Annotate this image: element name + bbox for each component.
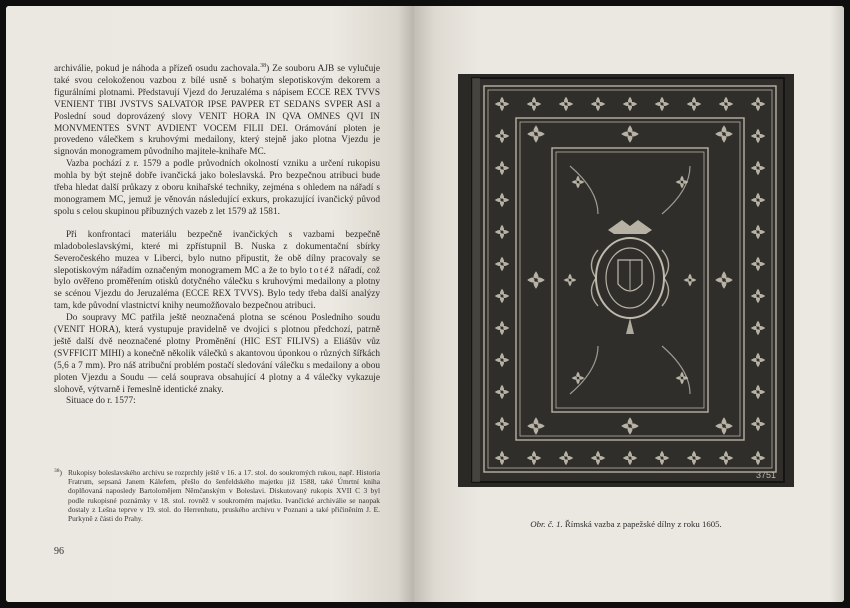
text-run: Vazba pochází z r. 1579 a podle průvodních okolností vzniku a určení rukopisu mohla by být stejně dobře ivančická jako boleslavská. Pro bezpečnou atribuci bude třeba hledat další průkazy z oboru knihařské techniky, zejména s ohledem na nářadí s monogramem MC, jemuž je věnován následující exkurs, prokazující ivančický původ spolu s celou skupinou příbuzných vazeb z let 1579 až 1581. bbox=[54, 159, 380, 217]
footnote-text: Rukopisy boleslavského archivu se rozprchly ještě v 16. a 17. stol. do soukromých rukou, např. Historia Fratrum, sepsaná Janem Kálefem, přešlo do šenfeldského majetku již 1588, také Úmrtní kniha doplňovaná naposledy Bartolomějem Němčanským v Boleslavi. Diskutovaný rukopis XVII C 3 byl podle rukopisné poznámky v 18. stol. rovněž v soukromém majetku. Ivančické archiválie se naopak dostaly z Lešna teprve v 19. stol. do Herrenhutu, pruského archivu v Poznani a také přičiněním J. E. Purkyně z části do Prahy. bbox=[68, 468, 380, 524]
text-run: archiválie, pokud je náhoda a přízeň osudu zachovala. bbox=[54, 64, 261, 74]
main-text-column bbox=[54, 64, 380, 408]
page-number: 96 bbox=[54, 546, 64, 557]
footnote-38 bbox=[54, 468, 380, 523]
text-run: Do soupravy MC patřila ještě neoznačená plotna se scénou Posledního soudu (VENIT HORA), která vystupuje pravidelně ve dvojici s plotnou předchozí, patrně ještě další dvě neoznačené plotny Proměnění (HIC EST FILIVS) a Eliášův vůz (SVFFICIT MIHI) a konečně několik válečků s akantovou úponkou o různých šířkách (5,6 a 7 mm). Pro náš atribuční problém postačí sledování válečku s medailony a obou ploten Vjezdu a Soudu — celá souprava obsahující 4 plotny a 4 válečky vykazuje slohově, výtvarně i řemeslně identické znaky. bbox=[54, 313, 380, 395]
figure-caption bbox=[458, 519, 794, 529]
text-run: Situace do r. 1577: bbox=[66, 396, 136, 407]
footnote-mark: $^{38}$) bbox=[54, 468, 62, 477]
binding-illustration bbox=[458, 74, 794, 487]
paragraph-p1 bbox=[54, 64, 380, 159]
book-spread bbox=[6, 6, 844, 602]
footnote-ref: 38 bbox=[260, 63, 267, 69]
left-page bbox=[6, 6, 414, 602]
shelfmark-label: 3751 bbox=[755, 470, 776, 480]
binding-edge bbox=[472, 78, 480, 482]
text-run: ) Ze souboru AJB se vylučuje také svou celokoženou vazbou z bílé usně s bohatým slepotiskovým dekorem a figurálními plotnami. Představují Vjezd do Jeruzaléma s nápisem ECCE REX TVVS VENIENT TIBI JVSTVS SALVATOR IPSE PAVPER ET SEDANS SVPER ASI a Poslední soud doprovázený slovy VENIT HORA IN QVA OMNES QVI IN MONVMENTES SVNT AVDIENT VOCEM FILII DEI. Orámování ploten je provedeno válečkem s kruhovými medailony, který stejně jako plotna Vjezdu je signován monogramem původního majitele-knihaře MC. bbox=[54, 64, 380, 158]
spaced-emphasis: totéž bbox=[309, 265, 336, 276]
caption-text: Římská vazba z papežské dílny z roku 1605. bbox=[564, 519, 722, 529]
text-run: nářadí, což bylo ověřeno proměřením otisků dotyčného válečku s kruhovými medailony a plotny se scénou Vjezdu do Jeruzaléma (ECCE REX TVVS). Bylo tedy třeba další analýzy tam, kde původní vlastnictví knihy neumožňovalo bezpečnou atribuci. bbox=[54, 265, 380, 312]
right-page bbox=[414, 6, 844, 602]
paragraph-p2 bbox=[54, 159, 380, 219]
text-run: Při konfrontaci materiálu bezpečně ivančických s vazbami bezpečně mladoboleslavskými, které mi zpřístupnil B. Nuska z dokumentační sbírky Severočeského muzea v Liberci, bylo nutno připustit, že obě dílny pracovaly se slepotiskovým nářadím označeným monogramem MC a že to bylo bbox=[54, 229, 380, 276]
book-binding-photo bbox=[458, 74, 794, 487]
paragraph-p5 bbox=[54, 396, 380, 408]
caption-label: Obr. č. 1. bbox=[530, 519, 563, 529]
paragraph-p4 bbox=[54, 313, 380, 396]
paragraph-p3 bbox=[54, 230, 380, 313]
